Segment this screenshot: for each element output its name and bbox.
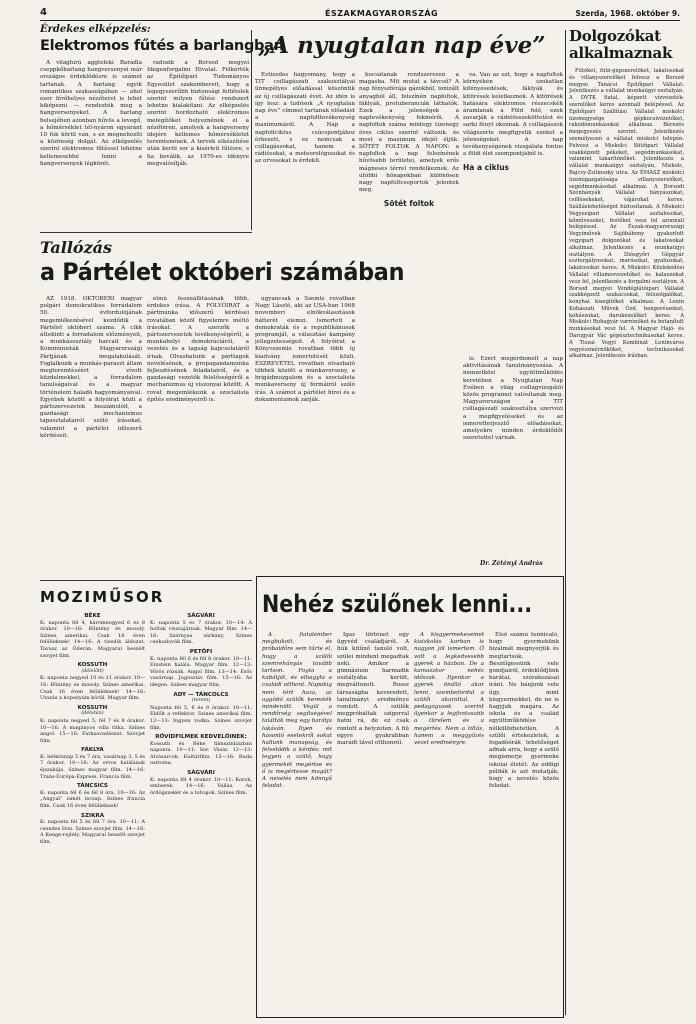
mozi-entry <box>40 813 145 846</box>
mozi-entry <box>150 649 252 689</box>
nyugtalan-col-1 <box>255 72 355 292</box>
column-rule <box>565 30 566 1015</box>
nehez-col-1 <box>262 632 332 1010</box>
cinema-program: K: naponta fél 4 órakor. 10—11: Korok, emberek. 14—16: Vallás, Az ördögszekér és a tolvajok. Színes film. <box>150 776 252 796</box>
cinema-name: SÁGVÁRI <box>187 613 215 619</box>
tallozas-headline: a Pártélet októberi számában <box>40 258 405 286</box>
mozi-entry <box>40 783 145 809</box>
mozi-entry <box>150 613 252 646</box>
tallozas-col-1 <box>40 296 142 576</box>
cinema-name: KOSSUTH <box>77 704 108 711</box>
cinema-sub: (délután) <box>81 711 104 717</box>
nyugtalan-subhead-1: Sötét foltok <box>383 199 435 209</box>
heating-text-1: A világhírű aggteleki Baradla cseppkőbarlang hangversenyei már országos érdeklődésre is számot tartanak. A barlang egyik romantikus szakaszágában — ahol ezer férőhelyes nézőteret is lehet kiképezni — rendezték meg a hangversenyeket. A barlang belsejében azonban hűvös a levegő, a hőmérséklet tél-nyáron egyaránt 10 fok körül van, s ez megnehezíti a közönség dolgát. Az elképzelés szerint elektromos fűtéssel lehetne kellemesebbé tenni a hangversenyek légkörét. <box>40 60 142 167</box>
nehez-col-4 <box>489 632 559 1010</box>
mozi-entry <box>40 747 145 780</box>
cinema-name: PETŐFI <box>189 648 213 655</box>
mozi-entry <box>150 734 252 767</box>
dolgozokat-col <box>569 68 684 1013</box>
section-rule <box>40 580 252 581</box>
cinema-program: K: naponta fél 4, háromnegyed 6 és 8 órakor. 10—16: Bűntény és mosoly. Színes amerikai. Csak 16 éven felülieknek! 14—16: A tizedik áldozat. Tavasz az Óderán. Magyarul beszélt szovjet film. <box>40 619 145 659</box>
nyugtalan-col-3 <box>463 72 563 352</box>
tallozas-text-2: elmű összeállításának több, érdekes írása. A FOLYÓIRAT a pártmunka időszerű kérdései rovatában közöl figyelemre méltó írásokat. A szerzők a pártszervezetek tevékenységéről, a munkahelyi demokráciáról, a vezetés és a tagság kapcsolatáról írnak. Olvashatunk a párttagok nevelésének, a propagandamunka fejlesztésének feladatairól, és a gazdasági vezetők felelősségéről a mechanizmus új viszonyai között. A rovat megemlékezik a szocialista építés eredményeiről is. <box>147 296 249 403</box>
cinema-name: SZIKRA <box>80 812 105 819</box>
dolgozokat-headline: Dolgozókat alkalmaznak <box>569 27 673 62</box>
mozi-entry <box>150 692 252 732</box>
mozi-entry <box>150 770 252 796</box>
nyugtalan-author: Dr. Zétényi András <box>480 560 543 567</box>
cinema-sub: (terem) <box>191 698 211 704</box>
mozi-entry <box>40 613 145 659</box>
cinema-program: K: naponta fél 5 és fél 7 óra. 10—11: A csendes Don. Színes szovjet film. 14—16: A Kenge-rejtély. Magyarul beszélt szovjet film. <box>40 819 145 845</box>
tallozas-text-3: ugyancsak a Szemle rovatban Nagy László, aki az USA-ban 1968 novemberi elnökválasztások hátterét elemzi. Ismerteti a demokraták és a republikánusok programját, a választási kampány jellegzetességeit. A folyóirat a Könyvszemle rovatban több új kiadvány ismertetését közli. ÉSZREVÉTEL rovatban olvasható többek között a munkaverseny, a brigádmozgalom és a szocialista munkaverseny új formáiról szóló írás. A számot a pártélet hírei és a dokumentumok zárják. <box>255 296 355 403</box>
mozi-entry <box>40 662 145 702</box>
tallozas-text-1: AZ 1918. OKTÓBERI magyar polgári demokratikus forradalom 50. évfordulójának megemlékezésével kezdődik a Pártélet októberi száma. A cikk áttekinti a forradalom előzményeit, a munkásosztály harcait és a Kommunisták Magyarországi Pártjának megalakulását. Foglalkozik a munkás-paraszt állam megteremtéséért vívott küzdelmekkel, a forradalom tanulságaival és a magyar történelem haladó hagyományaival. Egyebek között a folyóirat közli a pártszervezetek beszámolóit, a gazdasági mechanizmus tapasztalatairól szóló írásokat, valamint a pártélet időszerű kérdéseit. <box>40 296 142 439</box>
nehez-text-3: A kisgyermekesemet kisiskolás korban is nagyon jól ismertem. Ő volt a legkedvesebb gyerek a házban. De a kamaszkor nehéz időszak. Ilyenkor a gyerek önálló akar lenni, szembefordul a szülői akarattal. A pedagógusok szerint ilyenkor a legfontosabb a türelem és a megértés. Nem a tiltás, hanem a meggyőzés vezet eredményre. <box>414 632 484 747</box>
cinema-name: RÖVIDFILMEK KEDVELŐINEK: <box>155 734 247 741</box>
cinema-name: BÉKE <box>84 613 101 619</box>
tallozas-kicker: Tallózás <box>40 238 113 257</box>
cinema-name: FÁKLYA <box>81 747 104 754</box>
heating-kicker: Érdekes elképzelés: <box>40 24 151 35</box>
heating-text-2: radozik a Borsod megyei Idegenforgalmi Hivatal. Felkérték az Építőipari Tudományos Egyesület szakembereit, hogy a legegyszerűbb biztonsági feltételek szerint milyen fűtési rendszert lehetne kialakítani. Az elképzelés szerint hordozható elektromos melegítőket helyeznének el a nézőtéren, amelyek a hangverseny idejére kellemes hőmérsékletet teremtenének. A tervek elkészítése után kerül sor a kísérleti fűtésre, s ha beválik, az 1970-es idényre megvalósítják. <box>147 60 249 167</box>
nyugtalan-text-3: va. Van az ezt, hogy a napfoltok környékén szokatlan kifényesedések, fáklyák és kitörések keletkeznek. A kitörések hatására elektromos részecskék áramlanak a Föld felé, ezek zavarják a rádióösszeköttetést és sarki fényt okoznak. A csillagászok világszerte megfigyelik ezeket a jelenségeket. A nap tevékenységének vizsgálata fontos a földi élet szempontjából is. <box>463 72 563 158</box>
tallozas-col-2 <box>147 296 249 576</box>
nehez-text-4: Első számú tennivaló, hogy gyermekünk bizalmát megnyerjük és megtartsuk. Beszélgessünk vele gondjairól, érdeklődjünk barátai, szórakozásai iránt. Ne bánjunk vele úgy, mint kisgyermekkel, de ne is hagyjuk magára. Az iskola és a család együttműködése nélkülözhetetlen. A szülői értekezletek, a fogadóórák lehetőséget adnak arra, hogy a szülő megismerje gyermeke iskolai életét. Az eddigi példák is azt mutatják, hogy a nevelés közös feladat. <box>489 632 559 790</box>
page-number: 4 <box>40 7 47 18</box>
mozi-headline: MOZIMŰSOR <box>40 588 165 606</box>
paper-name: ÉSZAKMAGYARORSZÁG <box>325 9 439 18</box>
dolgozokat-text: Fűtőket, fűtő-gépszerelőket, lakatosokat és villanyszerelőket felvesz a Borsod megyei Tanácsi Építőipari Vállalat. Jelentkezés a vállalat munkaügyi osztályán. A DVTK fiatal, képzett vízvezeték-szerelőket keres azonnali belépéssel. Az Építőipari Szállítási Vállalat miskolci üzemegysége gépkocsivezetőket, rakodómunkásokat alkalmaz. Bérezés megegyezés szerint. Jelentkezés személyesen a vállalat miskolci telepén. Felvesz a Miskolci Sütőipari Vállalat szakképzett pékeket, segédmunkásokat, valamint takarítónőket. Jelentkezés a vállalat munkaügyi osztályán, Miskolc, Bajcsy-Zsilinszky utca. Az ÉMÁSZ miskolci üzemigazgatósága villanyszerelőket, segédmunkásokat alkalmaz. A Borsodi Szénbányák Vállalat bányászokat, csillésekeket, vájárokat keres. Szálláslehetőséget biztosítanak. A Miskolci Vegyesipari Vállalat asztalosokat, kőműveseket, festőket vesz fel azonnali belépéssel. Az Észak-magyarországi Vegyiművek Sajóbábony gyakorlott vegyipari dolgozókat és lakatosokat alkalmaz. Jelentkezés a munkaügyi osztályon. A Diósgyőri Gépgyár esztergályosokat, marósokat, gyalusokat, lakatosokat keres. A Miskolci Közlekedési Vállalat villamosvezetőket és kalauzokat vesz fel, jelentkezés a forgalmi osztályon. A Borsod megyei Vendéglátóipari Vállalat szakképzett szakácsokat, felszolgálókat, konyhai kisegítőket alkalmaz. A Lenin Kohászati Művek Ózd, hengerészeket, kohászokat, darukezelőket keres. A Miskolci Ruhagyár varrónőket és betanított munkásokat vesz fel. A Magyar Hajó- és Darugyár Vác gépésztechnikusokat keres. A Tiszai Vegyi Kombinát Leninváros vegyészmérnököket, technikusokat alkalmaz. Jelentkezés írásban. <box>569 68 684 360</box>
nehez-col-2 <box>337 632 409 1010</box>
nehez-text-2: Igaz történet egy ügyvéd családjáról. A fiúk kitűnő tanuló volt, szülei mindent megadtak neki. Amikor a gimnázium harmadik osztályába került, megváltozott. Rossz társaságba keveredett, tanulmányi eredménye romlott. A szülők megpróbáltak szigorral hatni rá, de ez csak rontott a helyzeten. A fiú egyre gyakrabban maradt távol otthonról. <box>337 632 409 747</box>
nyugtalan-text-2: bocsátanak rendszeresen a magasba. Mit mutat a távcső? A nap fényszférája gázokból, ionizált anyagból áll, felszínén napfoltok, fáklyák, protuberanciák láthatók. Ezek a jelenségek a naptevékenység fokmérői. A napfoltok száma mintegy tizenegy éves ciklus szerint változik, és most a maximum idejét éljük. SÖTÉT FOLTOK A NAPON: a napfoltok a nap felszínének hűvösebb területei, amelyek erős mágneses térrel rendelkeznek. Az utóbbi hónapokban különösen nagy napfoltcsoportok jelentek meg. <box>359 72 459 194</box>
nehez-headline: Nehéz szülőnek lenni... <box>262 590 533 618</box>
cinema-name: KOSSUTH <box>77 662 108 669</box>
cinema-program: K: naponta negyed 5, fél 7 és 8 órakor. 10—16: A magányos villa titka. Színes angol. 15—16: Farkasvadászat. Szovjet film. <box>40 717 145 744</box>
nehez-text-1: A fiatalember megbukott, és próbaidőre sem tűrte el, hogy a szülői szemrehányás tovább tartson. Fogta a kabátját, és elhagyta a családi otthont. Napokig nem tért haza, az aggódó szülők keresték mindenütt. Végül a rendőrség segítségével találták meg egy barátja lakásán. Ilyen és hasonló esetekről sokat hallunk manapság, és felvetődik a kérdés: mit tegyen a szülő, hogy gyermekét megértse és ő is megértesse magát? A nevelés nem könnyű feladat. <box>262 632 332 790</box>
mozi-entry <box>40 705 145 745</box>
mozi-col-1 <box>40 610 145 1015</box>
masthead <box>40 6 680 21</box>
nyugtalan-headline: „A nyugtalan nap éve” <box>258 32 546 59</box>
cinema-program: K: hétköznap 5 és 7 óra, vasárnap 3, 5 és 7 órakor. 10—16: Az orvos halálának éjszakája. Színes magyar film. 14—16: Trans-Európa-Express. Francia film. <box>40 753 145 780</box>
tallozas-col-3 <box>255 296 355 576</box>
nyugtalan-col-4 <box>463 356 563 556</box>
heating-col-2 <box>147 60 249 228</box>
cinema-program: K: naponta fél 6 és fél 8 órakor. 10—11: Einstein halála. Magyar film. 12—13: Vörös rózsák. Angol film. 13—14: Esős vasárnap. Jugoszláv film. 15—16: Az idegen. Színes magyar film. <box>150 655 252 688</box>
heating-headline: Elektromos fűtés a barlangban <box>40 38 284 54</box>
cinema-program: K: naponta 5 és 7 órakor. 10—14: A holtak visszajárnak. Magyar film. 14—16: Szárnyas sárkány. Színes csehszlovák film. <box>150 619 252 646</box>
cinema-program: Naponta fél 5, 6 és 8 órakor. 10—11: Eldőlt a reflektor. Színes amerikai film. 12—13: Ingyen vodka. Színes szovjet film. <box>150 704 252 731</box>
cinema-name: ADY — TÁNCOLCS <box>173 691 229 698</box>
nyugtalan-lead: Évtizedes hagyomány, hogy a TIT csillagászati szakosztályai ünnepélyes előadással köszöntik az új csillagászati évet. Az idén is így lesz: a tudósok „A nyugtalan nap éve” címmel tartanak előadást a napfolttevékenység maximumáról. A Nap a napfoltciklus csúcspontjához érkezett, s ez nemcsak a csillagászokat, hanem a rádiósokat, a meteorológusokat és az orvosokat is érdekli. <box>255 72 355 165</box>
cinema-sub: (délelőtt) <box>81 668 104 674</box>
nehez-col-3 <box>414 632 484 1010</box>
cinema-name: SÁGVÁRI <box>187 770 215 777</box>
mozi-col-2 <box>150 610 252 1015</box>
nyugtalan-text-4: is. Ezért megérdemelt a nap aktivitásának tanulmányozása. A nemzetközi együttműködés keretében a Nyugtalan Nap Évében a világ csillagvizsgálói közös programot valósítanak meg. Magyarországon a TIT csillagászati szakosztálya szervezi a megfigyeléseket és az ismeretterjesztő előadásokat, amelyekre minden érdeklődőt szeretettel várnak. <box>463 356 563 442</box>
nyugtalan-col-2 <box>359 72 459 562</box>
nyugtalan-subhead-2: Ha a ciklus <box>463 163 509 173</box>
column-rule <box>251 30 252 230</box>
cinema-program: K: naponta fél 6 és fél 8 óra. 10—16: Az „Angyal” ismét lecsap. Színes francia film. Csak 16 éven felülieknek! <box>40 789 145 810</box>
cinema-program: Kossuth és Béke filmszínházban naponta. 10—11: Sor. Vásár. 12—13: Alvásarcok. Kultúrfilm. 15—16: Buda ostroma. <box>150 740 252 767</box>
section-rule <box>40 232 252 233</box>
heating-col-1 <box>40 60 142 228</box>
cinema-program: K: naponta negyed 10 és 11 órakor. 10—16: Bűntény és mosoly. Színes amerikai. Csak 16 éven felülieknek! 14—16: Utazás a koponyám körül. Magyar film. <box>40 675 145 702</box>
cinema-name: TÁNCSICS <box>77 783 108 790</box>
issue-date: Szerda, 1968. október 9. <box>575 9 680 18</box>
